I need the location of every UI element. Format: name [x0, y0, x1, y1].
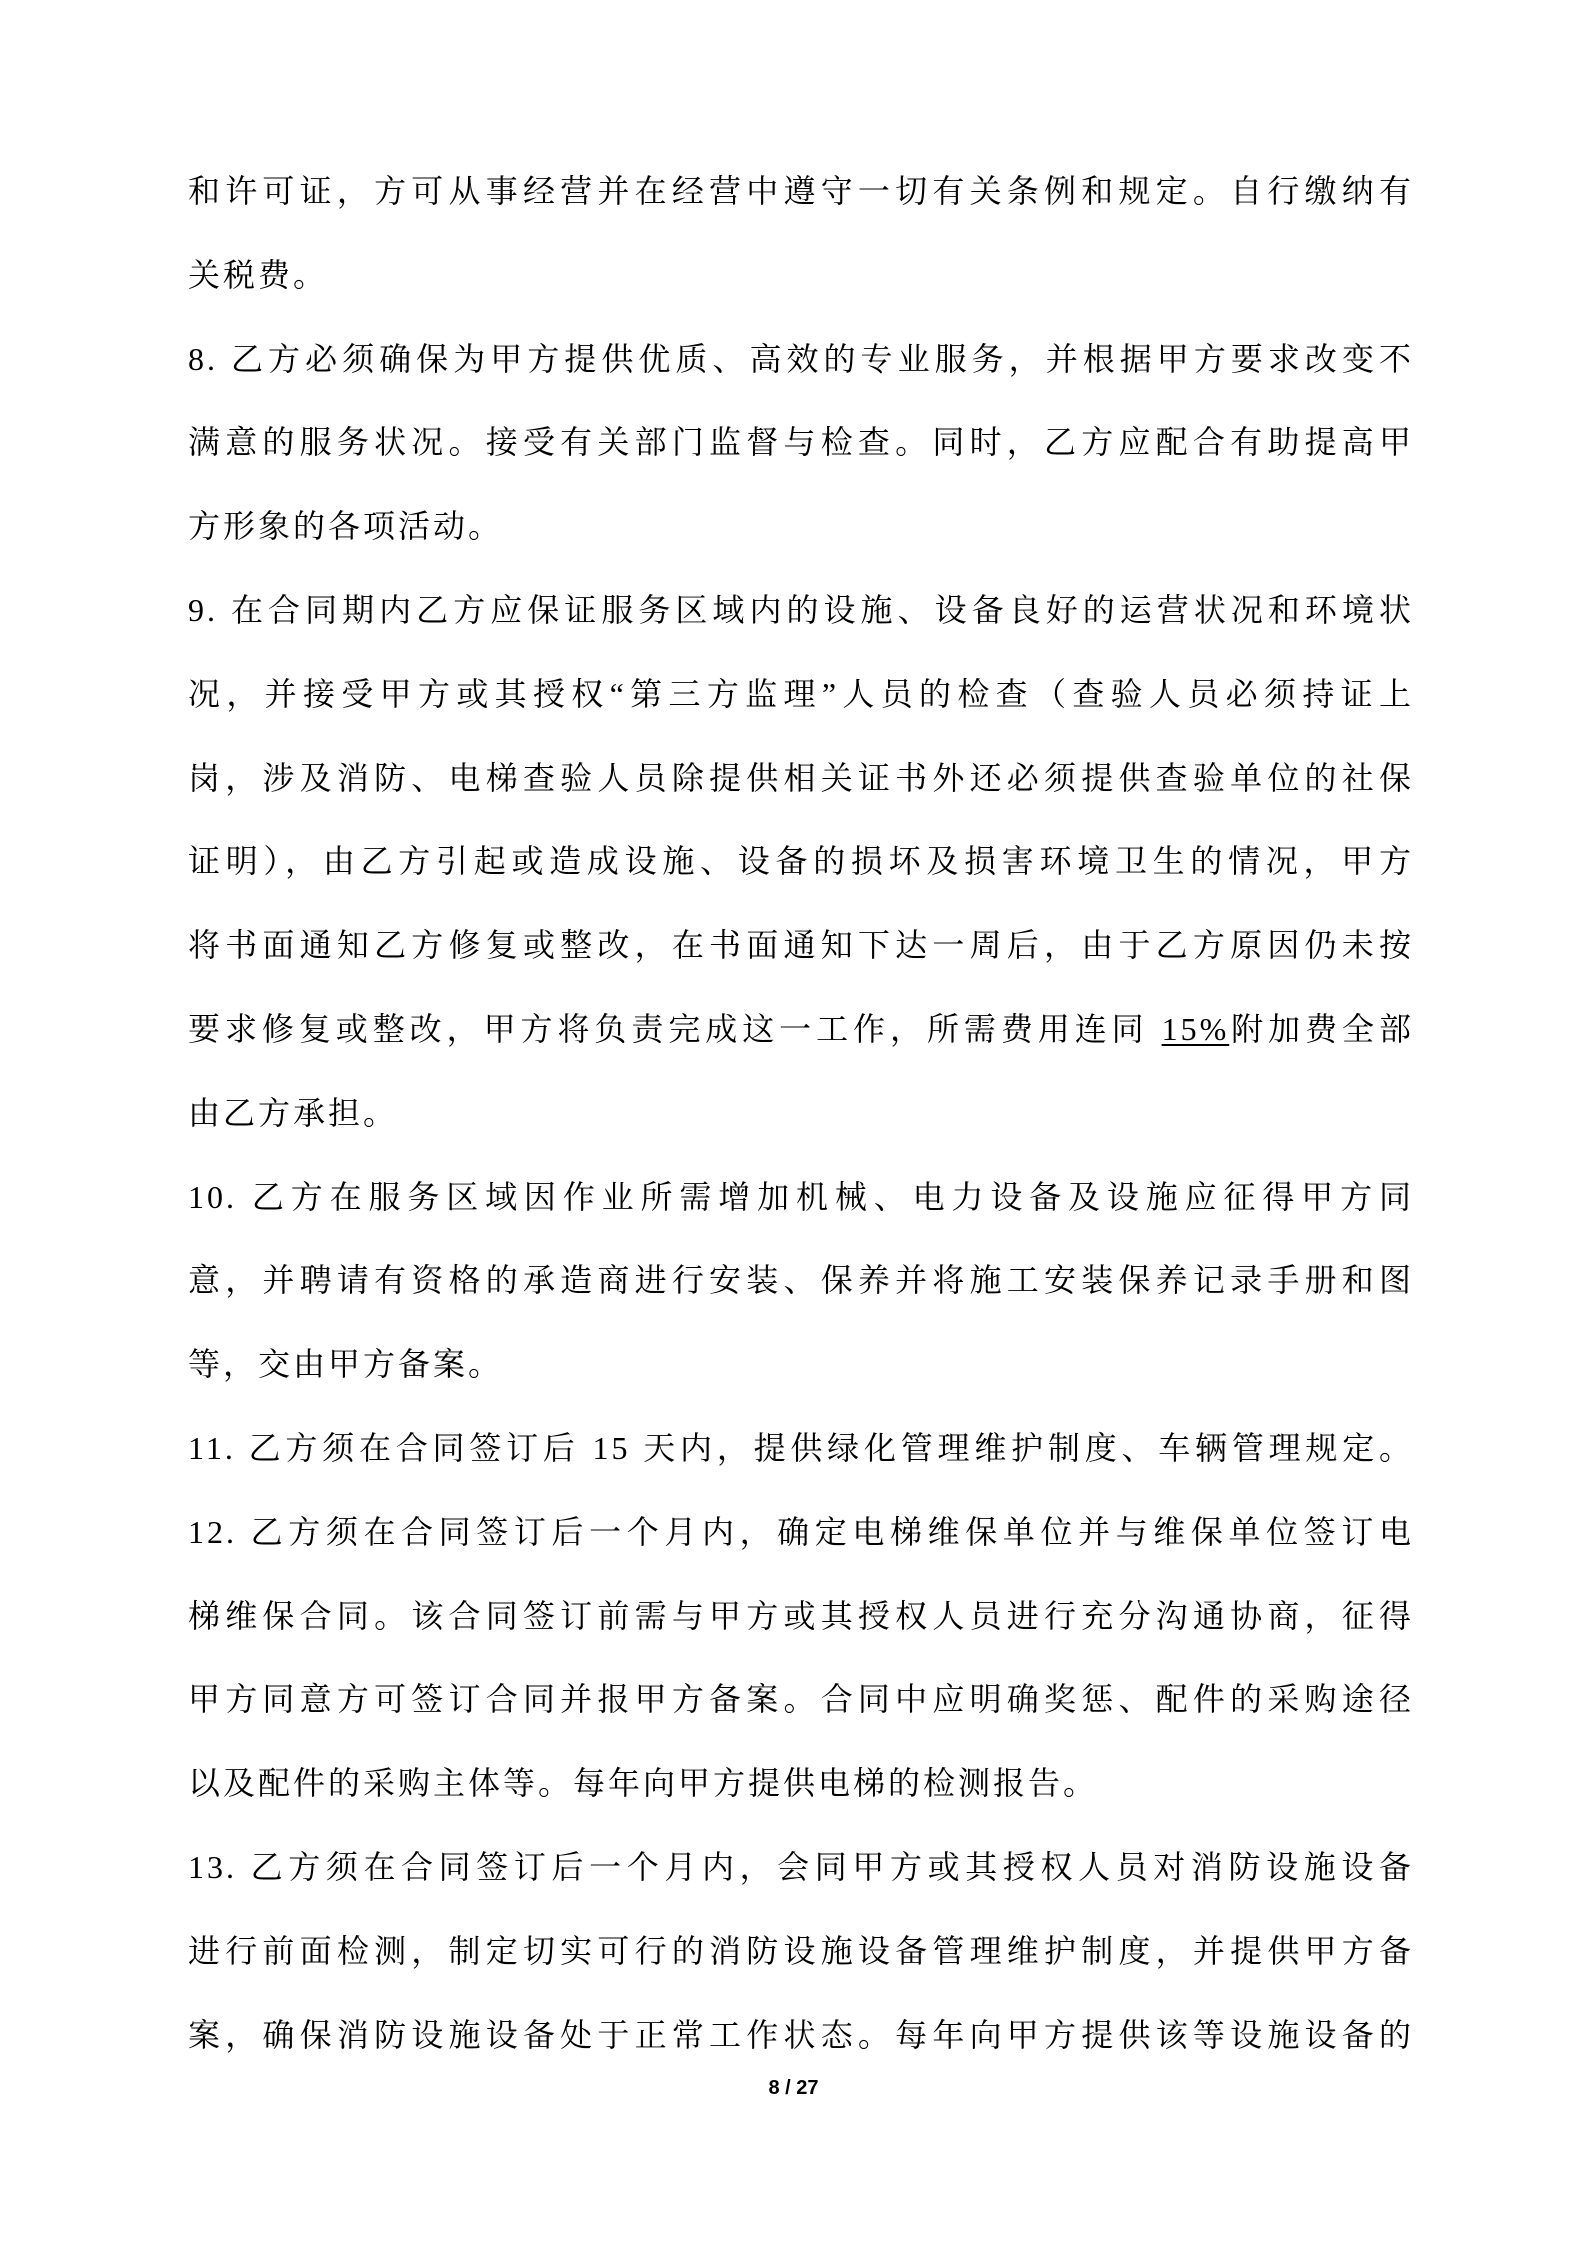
- text-segment: 附加费全部: [1229, 1010, 1414, 1047]
- text-line: 满意的服务状况。接受有关部门监督与检查。同时，乙方应配合有助提高甲: [188, 424, 1414, 461]
- underlined-percentage: 15%: [1161, 1010, 1230, 1047]
- text-line: 以及配件的采购主体等。每年向甲方提供电梯的检测报告。: [188, 1765, 1099, 1802]
- paragraph: [188, 1826, 1414, 2077]
- paragraph: [188, 1491, 1414, 1826]
- text-line: 梯维保合同。该合同签订前需与甲方或其授权人员进行充分沟通协商，征得: [188, 1597, 1414, 1634]
- paragraph: [188, 569, 1414, 1156]
- document-body: [188, 150, 1414, 2077]
- text-line: 甲方同意方可签订合同并报甲方备案。合同中应明确奖惩、配件的采购途径: [188, 1681, 1414, 1718]
- text-line: 10. 乙方在服务区域因作业所需增加机械、电力设备及设施应征得甲方同: [188, 1178, 1414, 1215]
- text-line: 况，并接受甲方或其授权“第三方监理”人员的检查（查验人员必须持证上: [188, 675, 1414, 712]
- paragraph: [188, 1156, 1414, 1407]
- text-line: 案，确保消防设施设备处于正常工作状态。每年向甲方提供该等设施设备的: [188, 2016, 1414, 2053]
- text-segment: 要求修复或整改，甲方将负责完成这一工作，所需费用连同: [188, 1010, 1162, 1047]
- text-line: 11. 乙方须在合同签订后 15 天内，提供绿化管理维护制度、车辆管理规定。: [188, 1429, 1414, 1466]
- text-line: 由乙方承担。: [188, 1094, 399, 1131]
- text-line: 等，交由甲方备案。: [188, 1346, 504, 1383]
- text-line: 意，并聘请有资格的承造商进行安装、保养并将施工安装保养记录手册和图: [188, 1262, 1414, 1299]
- paragraph: [188, 150, 1414, 318]
- text-line: 将书面通知乙方修复或整改，在书面通知下达一周后，由于乙方原因仍未按: [188, 927, 1414, 964]
- text-line: 进行前面检测，制定切实可行的消防设施设备管理维护制度，并提供甲方备: [188, 1932, 1414, 1969]
- text-line: 方形象的各项活动。: [188, 508, 504, 545]
- text-line: 9. 在合同期内乙方应保证服务区域内的设施、设备良好的运营状况和环境状: [188, 591, 1414, 628]
- text-line: 12. 乙方须在合同签订后一个月内，确定电梯维保单位并与维保单位签订电: [188, 1513, 1414, 1550]
- text-line: 证明），由乙方引起或造成设施、设备的损坏及损害环境卫生的情况，甲方: [188, 843, 1414, 880]
- paragraph: [188, 1407, 1414, 1491]
- page-number: 8 / 27: [768, 2077, 819, 2099]
- text-line: 岗，涉及消防、电梯查验人员除提供相关证书外还必须提供查验单位的社保: [188, 759, 1414, 796]
- text-line: 关税费。: [188, 256, 329, 293]
- paragraph: [188, 318, 1414, 569]
- text-line: [188, 988, 1414, 1072]
- text-line: 和许可证，方可从事经营并在经营中遵守一切有关条例和规定。自行缴纳有: [188, 173, 1414, 209]
- text-line: 8. 乙方必须确保为甲方提供优质、高效的专业服务，并根据甲方要求改变不: [188, 340, 1414, 377]
- text-line: 13. 乙方须在合同签订后一个月内，会同甲方或其授权人员对消防设施设备: [188, 1848, 1414, 1885]
